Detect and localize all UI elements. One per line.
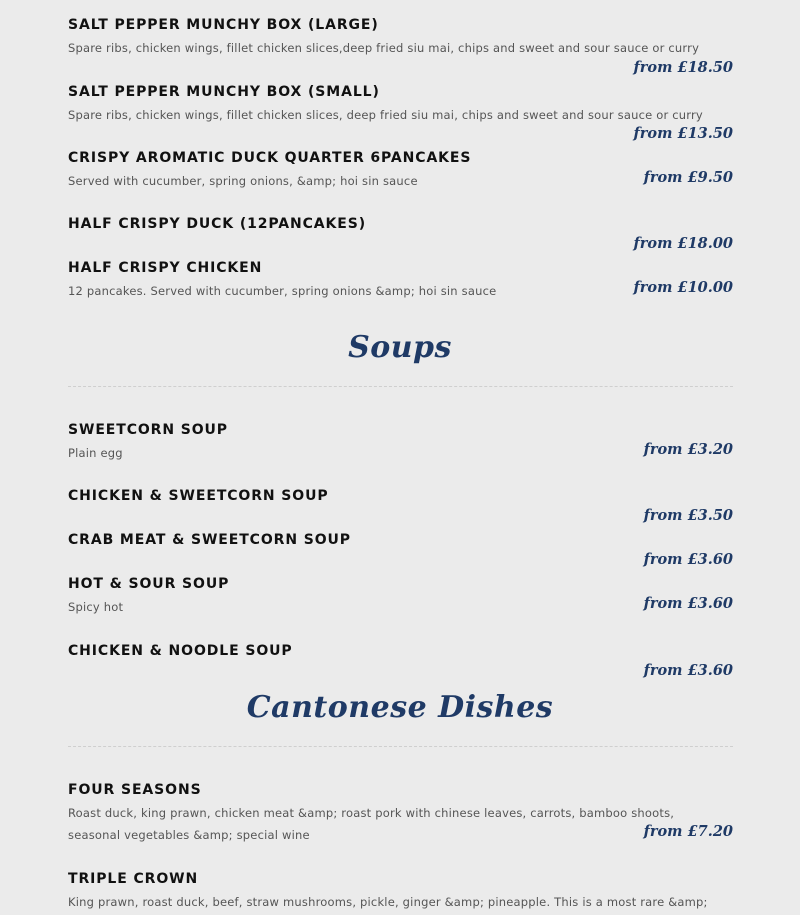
menu-item xyxy=(68,215,733,233)
price-prefix: from xyxy=(643,169,683,186)
item-price xyxy=(644,595,733,612)
item-price xyxy=(644,169,733,186)
item-name: CHICKEN & SWEETCORN SOUP xyxy=(68,488,329,504)
menu-item xyxy=(68,421,733,464)
section-title-cantonese: Cantonese Dishes xyxy=(246,690,554,725)
menu-item xyxy=(68,781,733,846)
item-description: Spare ribs, chicken wings, fillet chicken slices,deep fried siu mai, chips and sweet and sour sauce or curry xyxy=(68,41,700,55)
item-price xyxy=(634,279,733,296)
item-name: HOT & SOUR SOUP xyxy=(68,576,230,592)
menu-item xyxy=(68,642,733,660)
item-name: CHICKEN & NOODLE SOUP xyxy=(68,643,293,659)
price-value: £13.50 xyxy=(677,125,733,142)
item-name: CRISPY AROMATIC DUCK QUARTER 6PANCAKES xyxy=(68,150,472,166)
item-name: HALF CRISPY DUCK (12PANCAKES) xyxy=(68,216,367,232)
item-name: CRAB MEAT & SWEETCORN SOUP xyxy=(68,532,351,548)
price-value: £3.50 xyxy=(687,507,733,524)
price-prefix: from xyxy=(633,235,673,252)
price-prefix: from xyxy=(643,551,683,568)
price-prefix: from xyxy=(643,662,683,679)
price-prefix: from xyxy=(643,507,683,524)
price-value: £18.50 xyxy=(677,59,733,76)
item-price xyxy=(634,125,733,142)
item-price xyxy=(644,551,733,568)
menu-item xyxy=(68,487,733,505)
price-value: £9.50 xyxy=(687,169,733,186)
menu-item xyxy=(68,16,733,59)
item-price xyxy=(634,59,733,76)
price-value: £7.20 xyxy=(687,823,733,840)
item-description: King prawn, roast duck, beef, straw mushrooms, pickle, ginger &amp; pineapple. This is a most rare &amp; xyxy=(68,895,708,909)
item-name: SWEETCORN SOUP xyxy=(68,422,228,438)
section-divider xyxy=(68,386,733,387)
price-prefix: from xyxy=(643,595,683,612)
item-price xyxy=(644,441,733,458)
item-price xyxy=(644,823,733,840)
price-value: £3.60 xyxy=(687,595,733,612)
menu-item xyxy=(68,870,733,913)
menu-item xyxy=(68,575,733,618)
item-description: Roast duck, king prawn, chicken meat &amp; roast pork with chinese leaves, carrots, bamboo shoots, seasonal vegetables &amp; special wine xyxy=(68,806,675,842)
price-value: £3.60 xyxy=(687,551,733,568)
item-name: SALT PEPPER MUNCHY BOX (SMALL) xyxy=(68,84,380,100)
price-prefix: from xyxy=(643,823,683,840)
item-name: TRIPLE CROWN xyxy=(68,871,199,887)
menu-item xyxy=(68,531,733,549)
item-description: Plain egg xyxy=(68,446,123,460)
item-description: Spicy hot xyxy=(68,600,124,614)
price-prefix: from xyxy=(633,125,673,142)
section-divider xyxy=(68,746,733,747)
section-title-soups: Soups xyxy=(348,330,452,365)
price-value: £18.00 xyxy=(677,235,733,252)
item-price xyxy=(644,507,733,524)
price-prefix: from xyxy=(633,59,673,76)
item-price xyxy=(634,235,733,252)
item-name: SALT PEPPER MUNCHY BOX (LARGE) xyxy=(68,17,379,33)
item-name: HALF CRISPY CHICKEN xyxy=(68,260,263,276)
item-price xyxy=(644,662,733,679)
menu-item xyxy=(68,149,733,192)
item-description: Served with cucumber, spring onions, &amp; hoi sin sauce xyxy=(68,174,418,188)
price-value: £10.00 xyxy=(677,279,733,296)
price-value: £3.20 xyxy=(687,441,733,458)
item-description: 12 pancakes. Served with cucumber, spring onions &amp; hoi sin sauce xyxy=(68,284,497,298)
price-prefix: from xyxy=(633,279,673,296)
price-prefix: from xyxy=(643,441,683,458)
item-description: Spare ribs, chicken wings, fillet chicken slices, deep fried siu mai, chips and sweet and sour sauce or curry xyxy=(68,108,703,122)
price-value: £3.60 xyxy=(687,662,733,679)
item-name: FOUR SEASONS xyxy=(68,782,202,798)
menu-item xyxy=(68,83,733,126)
